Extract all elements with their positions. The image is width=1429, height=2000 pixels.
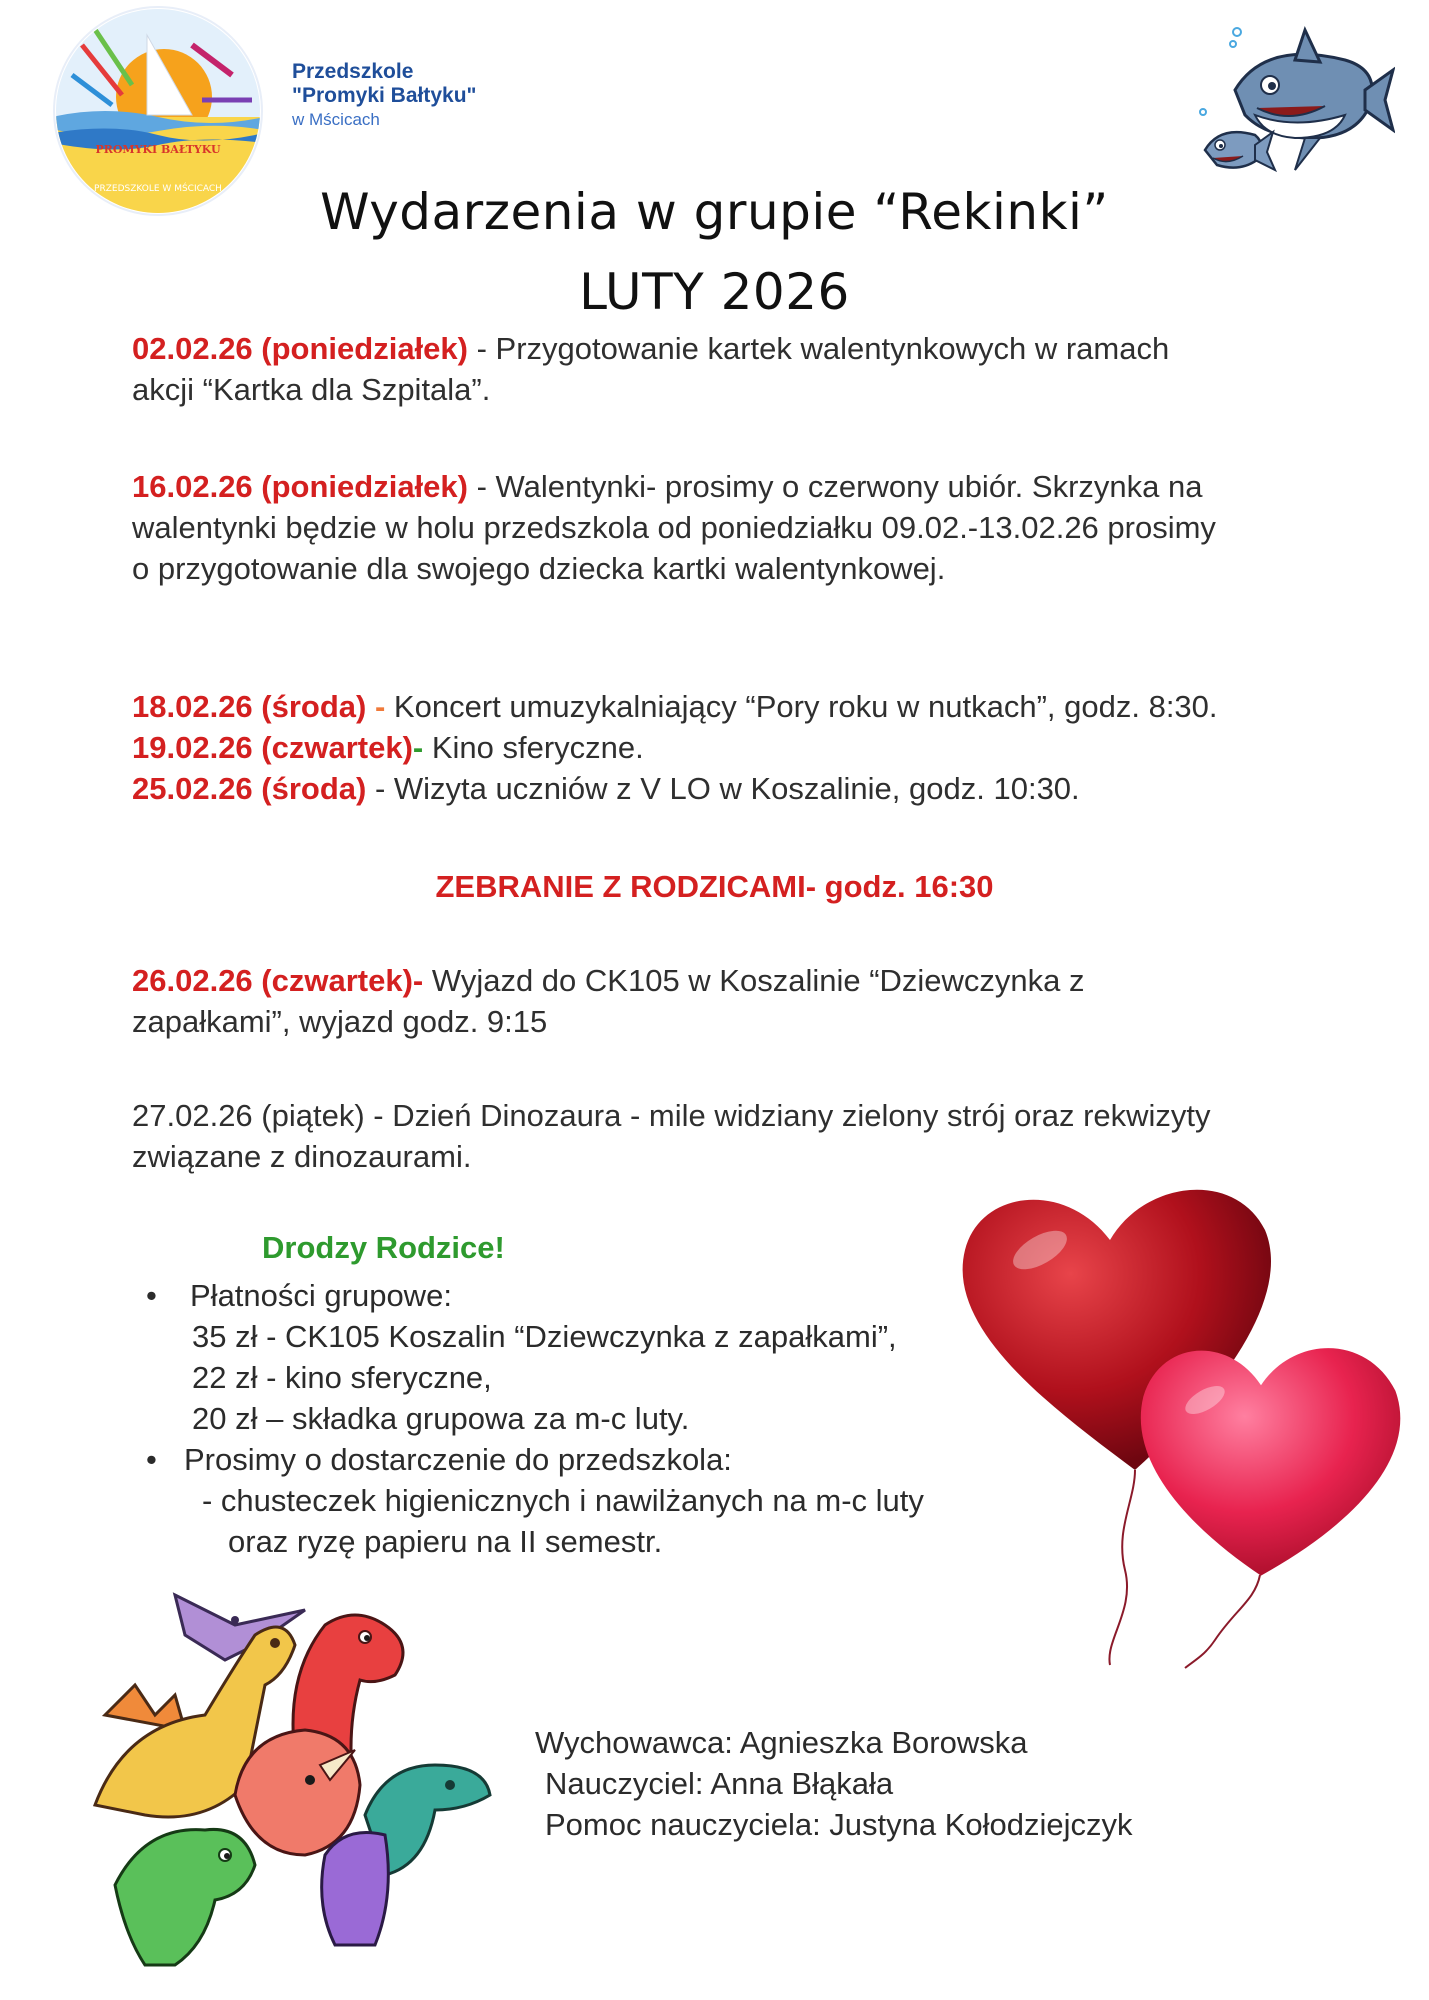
logo-ring-text: PROMYKI BAŁTYKU: [95, 143, 221, 156]
heart-balloons-illustration: [935, 1170, 1429, 1670]
bullet-icon: •: [146, 1278, 157, 1313]
teacher: Nauczyciel: Anna Błąkała: [545, 1766, 894, 1801]
event-item: [132, 727, 1222, 768]
payments-heading: Płatności grupowe:: [190, 1278, 452, 1313]
event-date: 25.02.26 (środa): [132, 771, 367, 806]
event-text: 27.02.26 (piątek) - Dzień Dinozaura - mile widziany zielony strój oraz rekwizyty związane z dinozaurami.: [132, 1098, 1211, 1174]
event-separator: -: [412, 730, 424, 765]
payment-line: 35 zł - CK105 Koszalin “Dziewczynka z zapałkami”,: [192, 1319, 897, 1354]
event-date: 26.02.26 (czwartek)-: [132, 963, 424, 998]
logo-bottom-text: PRZEDSZKOLE W MŚCICACH: [94, 184, 222, 194]
assistant: Pomoc nauczyciela: Justyna Kołodziejczyk: [545, 1807, 1133, 1842]
request-line: oraz ryzę papieru na II semestr.: [228, 1524, 663, 1559]
request-line: - chusteczek higienicznych i nawilżanych na m-c luty: [202, 1483, 924, 1518]
event-date: 16.02.26 (poniedziałek): [132, 469, 468, 504]
event-group: [132, 686, 1222, 809]
teacher-main: Wychowawca: Agnieszka Borowska: [535, 1725, 1028, 1760]
list-item: [132, 1439, 1032, 1480]
event-item: [132, 768, 1222, 809]
dinosaurs-illustration: [85, 1565, 505, 1975]
event-text: Koncert umuzykalniający “Pory roku w nutkach”, godz. 8:30.: [393, 689, 1218, 724]
staff-signature: [535, 1722, 1133, 1845]
payment-line: 22 zł - kino sferyczne,: [192, 1360, 492, 1395]
small-shark-icon: [1205, 132, 1275, 170]
event-item: [132, 960, 1222, 1042]
event-date: 19.02.26 (czwartek): [132, 730, 413, 765]
event-item: [132, 466, 1222, 589]
purple-dinosaur-icon: [322, 1833, 389, 1946]
event-separator: -: [366, 689, 394, 724]
event-item: [132, 1095, 1222, 1177]
event-text: - Walentynki- prosimy o czerwony ubiór. Skrzynka na walentynki będzie w holu przedszkola od poniedziałku 09.02.-13.02.26 prosimy o przygotowanie dla swojego dziecka kartki walentynkowej.: [132, 469, 1216, 586]
org-name-line1: Przedszkole: [292, 60, 414, 83]
parents-info-list: [132, 1275, 1032, 1562]
event-item: [132, 686, 1222, 727]
sharks-illustration: [1195, 20, 1395, 210]
event-text: Kino sferyczne.: [423, 730, 644, 765]
event-item: [132, 328, 1222, 410]
event-date: 18.02.26 (środa): [132, 689, 367, 724]
event-text: - Wizyta uczniów z V LO w Koszalinie, godz. 10:30.: [366, 771, 1080, 806]
pink-heart-balloon-icon: [1141, 1348, 1401, 1576]
list-item: [132, 1275, 1032, 1316]
green-dinosaur-icon: [115, 1829, 255, 1965]
page-title: Wydarzenia w grupie “Rekinki”: [320, 183, 1109, 241]
page-subtitle-month: LUTY 2026: [579, 263, 850, 321]
event-text: - Przygotowanie kartek walentynkowych w ramach akcji “Kartka dla Szpitala”.: [132, 331, 1170, 407]
request-heading: Prosimy o dostarczenie do przedszkola:: [184, 1442, 732, 1477]
event-date: 02.02.26 (poniedziałek): [132, 331, 468, 366]
org-name-line3: w Mścicach: [292, 110, 380, 129]
parent-meeting-notice: ZEBRANIE Z RODZICAMI- godz. 16:30: [435, 869, 994, 904]
event-text: Wyjazd do CK105 w Koszalinie “Dziewczynka z zapałkami”, wyjazd godz. 9:15: [132, 963, 1085, 1039]
org-name: [292, 60, 476, 132]
payment-line: 20 zł – składka grupowa za m-c luty.: [192, 1401, 690, 1436]
parents-greeting: Drodzy Rodzice!: [262, 1230, 505, 1265]
bullet-icon: •: [146, 1442, 157, 1477]
org-name-line2: "Promyki Bałtyku": [292, 84, 477, 107]
